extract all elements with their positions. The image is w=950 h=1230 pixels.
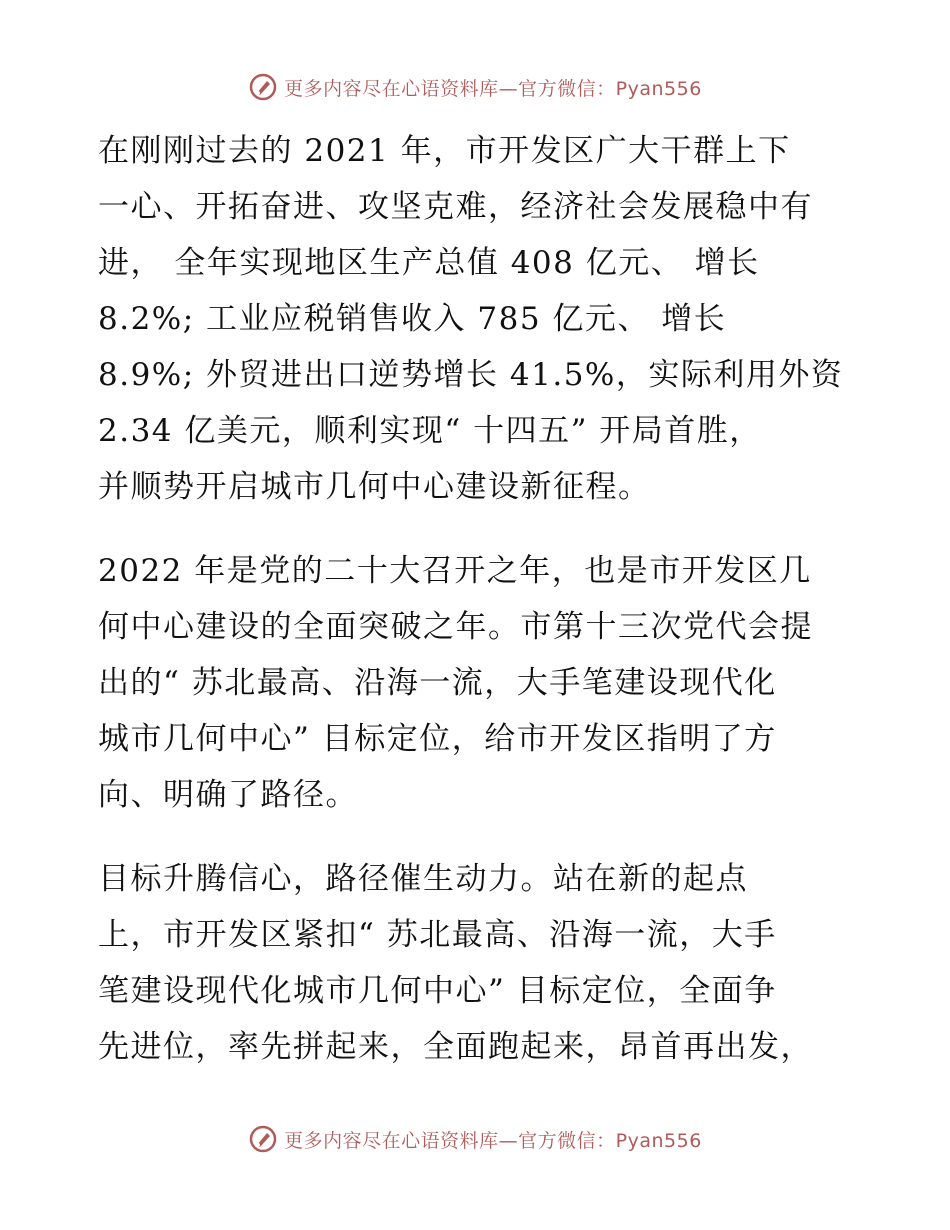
text-line: 笔建设现代化城市几何中心” 目标定位，全面争 xyxy=(98,973,777,1009)
footer-banner xyxy=(0,1124,950,1154)
text-line: 一心、开拓奋进、攻坚克难，经济社会发展稳中有 xyxy=(98,189,813,225)
text-line: 8.2%; 工业应税销售收入 785 亿元、 增长 xyxy=(98,301,727,337)
text-line: 上，市开发区紧扣“ 苏北最高、沿海一流，大手 xyxy=(98,917,777,953)
text-line: 8.9%; 外贸进出口逆势增长 41.5%，实际利用外资 xyxy=(98,357,844,393)
pen-nib-logo-icon xyxy=(248,1124,278,1154)
text-line: 城市几何中心” 目标定位，给市开发区指明了方 xyxy=(98,721,777,757)
paragraph-1 xyxy=(98,123,858,515)
text-line: 进， 全年实现地区生产总值 408 亿元、 增长 xyxy=(98,245,760,281)
footer-banner-text: 更多内容尽在心语资料库—官方微信：Pyan556 xyxy=(284,1129,702,1152)
text-line: 出的“ 苏北最高、沿海一流，大手笔建设现代化 xyxy=(98,665,777,701)
text-line: 先进位，率先拼起来，全面跑起来，昂首再出发， xyxy=(98,1029,813,1065)
text-line: 2.34 亿美元，顺利实现“ 十四五” 开局首胜， xyxy=(98,413,762,449)
text-line: 并顺势开启城市几何中心建设新征程。 xyxy=(98,469,651,505)
text-line: 何中心建设的全面突破之年。市第十三次党代会提 xyxy=(98,609,813,645)
paragraph-2 xyxy=(98,543,858,823)
document-body xyxy=(98,123,858,1103)
text-line: 目标升腾信心，路径催生动力。站在新的起点 xyxy=(98,861,748,897)
header-banner xyxy=(0,72,950,102)
paragraph-3 xyxy=(98,851,858,1075)
pen-nib-logo-icon xyxy=(248,72,278,102)
header-banner-text: 更多内容尽在心语资料库—官方微信：Pyan556 xyxy=(284,77,702,100)
text-line: 2022 年是党的二十大召开之年，也是市开发区几 xyxy=(98,553,812,589)
text-line: 向、明确了路径。 xyxy=(98,777,358,813)
text-line: 在刚刚过去的 2021 年，市开发区广大干群上下 xyxy=(98,133,791,169)
